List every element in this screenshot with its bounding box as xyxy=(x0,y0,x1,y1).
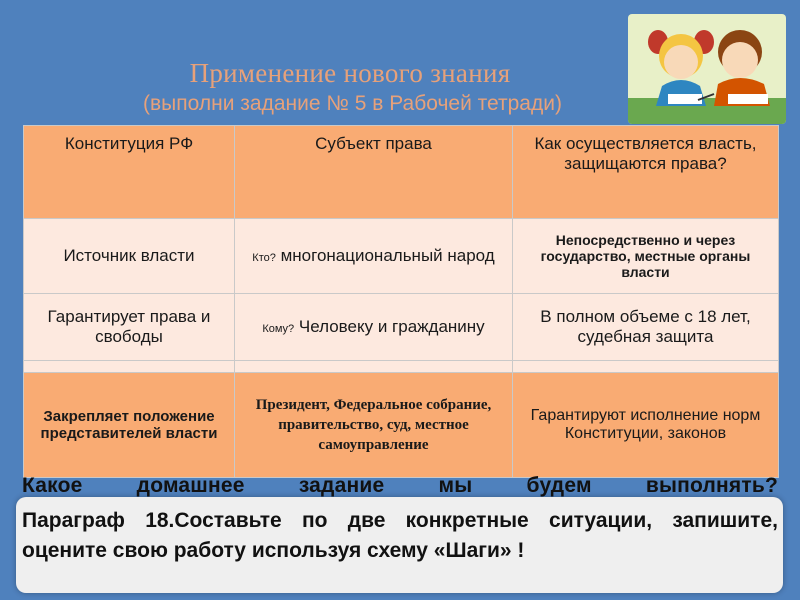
homework-text: Параграф 18.Составьте по две конкретные ситуации, запишите, оцените свою работу используя схему «Шаги» ! xyxy=(22,509,778,562)
header-cell: Субъект права xyxy=(235,126,513,219)
table-cell xyxy=(235,294,513,361)
table-row xyxy=(24,373,779,478)
students-illustration xyxy=(628,14,786,124)
question-prefix: Кому? xyxy=(262,323,295,335)
header-cell: Конституция РФ xyxy=(24,126,235,219)
homework-question: Какое домашнее задание мы будем выполнять? xyxy=(22,474,778,497)
question-prefix: Кто? xyxy=(252,252,276,264)
cell-text: Человеку и гражданину xyxy=(298,317,485,336)
table-row xyxy=(24,294,779,361)
table-row-empty xyxy=(24,361,779,373)
table-cell: В полном объеме с 18 лет, судебная защита xyxy=(513,294,779,361)
table-cell: Источник власти xyxy=(24,219,235,294)
constitution-table xyxy=(23,125,779,478)
table-cell xyxy=(235,219,513,294)
cell-text: многонациональный народ xyxy=(280,246,495,265)
table-cell: Президент, Федеральное собрание, правительство, суд, местное самоуправление xyxy=(235,373,513,478)
slide-subtitle: (выполни задание № 5 в Рабочей тетради) xyxy=(143,92,562,115)
slide-title: Применение нового знания xyxy=(189,58,511,88)
table-row xyxy=(24,219,779,294)
table-cell: Непосредственно и через государство, местные органы власти xyxy=(513,219,779,294)
table-cell xyxy=(235,361,513,373)
header-cell: Как осуществляется власть, защищаются права? xyxy=(513,126,779,219)
table-cell: Закрепляет положение представителей власти xyxy=(24,373,235,478)
table-cell xyxy=(24,361,235,373)
table-cell: Гарантируют исполнение норм Конституции, законов xyxy=(513,373,779,478)
table-cell: Гарантирует права и свободы xyxy=(24,294,235,361)
table-cell xyxy=(513,361,779,373)
table-header-row xyxy=(24,126,779,219)
